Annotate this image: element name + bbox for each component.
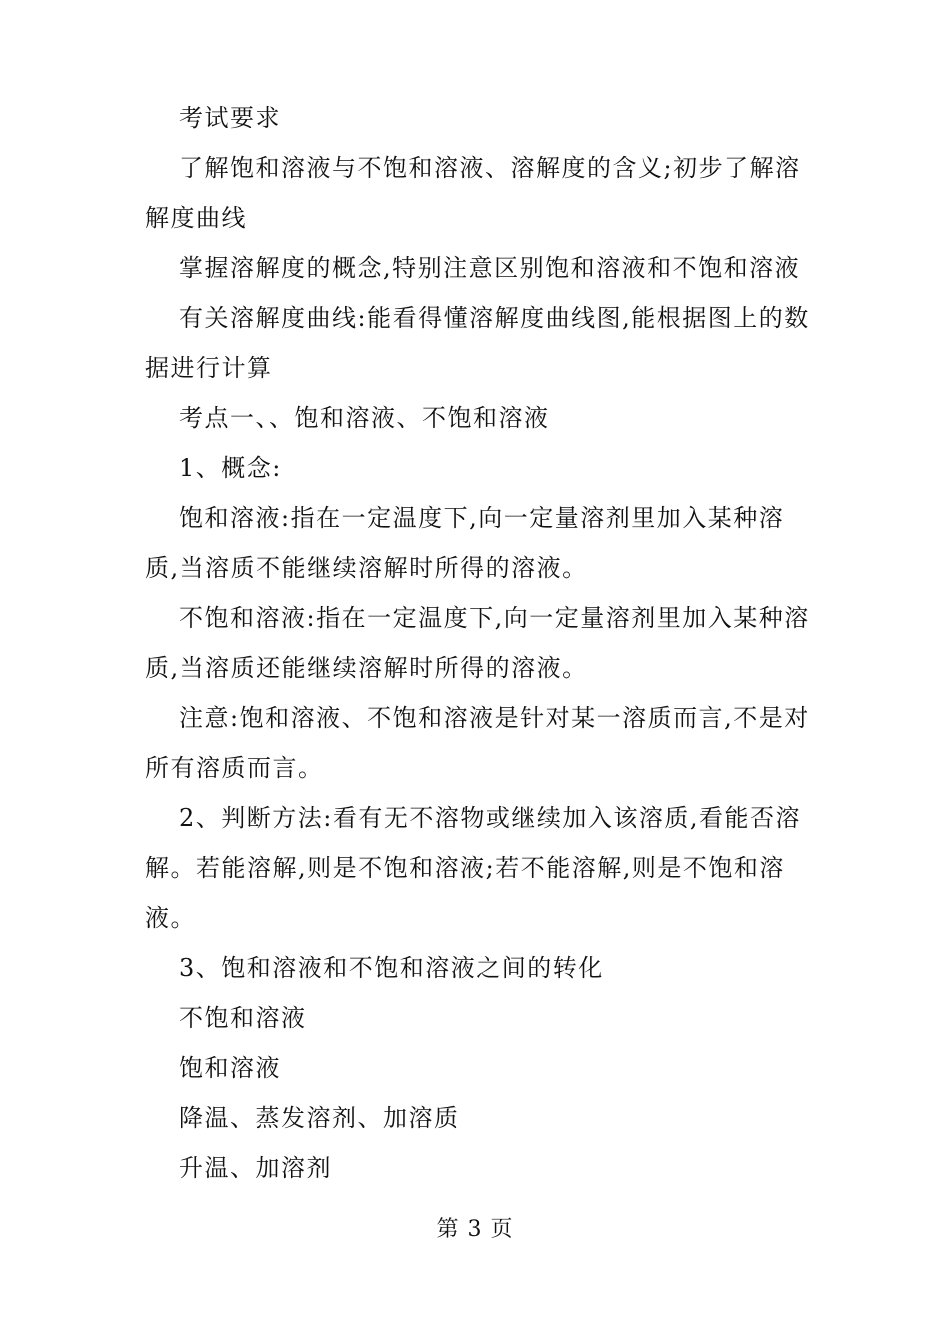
paragraph-conversion-heading: 3、饱和溶液和不饱和溶液之间的转化	[179, 954, 604, 982]
paragraph-saturated-solution: 饱和溶液	[179, 1054, 281, 1082]
footer-prefix: 第	[436, 1217, 460, 1242]
paragraph-unsaturated-solution: 不饱和溶液	[179, 1004, 307, 1032]
paragraph-topic-1-heading: 考点一、、饱和溶液、不饱和溶液	[179, 404, 550, 432]
paragraph-to-saturated-methods: 降温、蒸发溶剂、加溶质	[179, 1104, 460, 1132]
paragraph-requirement-3: 有关溶解度曲线:能看得懂溶解度曲线图,能根据图上的数据进行计算	[145, 304, 810, 382]
footer-suffix: 页	[490, 1217, 514, 1242]
paragraph-saturated-definition: 饱和溶液:指在一定温度下,向一定量溶剂里加入某种溶质,当溶质不能继续溶解时所得的溶液。	[145, 504, 785, 582]
paragraph-concept-heading: 1、概念:	[179, 454, 282, 482]
paragraph-note: 注意:饱和溶液、不饱和溶液是针对某一溶质而言,不是对所有溶质而言。	[145, 704, 810, 782]
page-number: 3	[467, 1217, 483, 1242]
page-footer	[0, 1212, 950, 1248]
paragraph-requirement-2: 掌握溶解度的概念,特别注意区别饱和溶液和不饱和溶液	[179, 254, 801, 282]
paragraph-unsaturated-definition: 不饱和溶液:指在一定温度下,向一定量溶剂里加入某种溶质,当溶质还能继续溶解时所得的溶液。	[145, 604, 810, 682]
document-body	[145, 93, 810, 1193]
paragraph-judgment-method: 2、判断方法:看有无不溶物或继续加入该溶质,看能否溶解。若能溶解,则是不饱和溶液;若不能溶解,则是不饱和溶液。	[145, 804, 801, 932]
paragraph-to-unsaturated-methods: 升温、加溶剂	[179, 1154, 332, 1182]
paragraph-exam-requirements-heading: 考试要求	[179, 104, 281, 132]
paragraph-requirement-1: 了解饱和溶液与不饱和溶液、溶解度的含义;初步了解溶解度曲线	[145, 154, 801, 232]
